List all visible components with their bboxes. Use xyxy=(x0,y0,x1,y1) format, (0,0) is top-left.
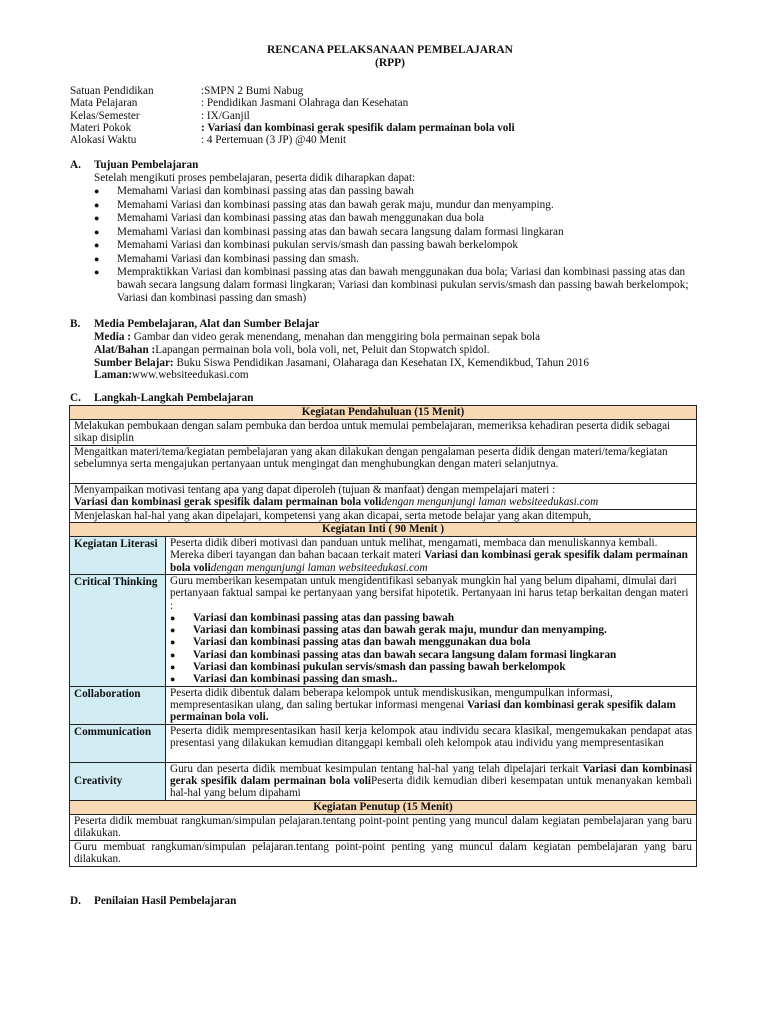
info-value: : Variasi dan kombinasi gerak spesifik dalam permainan bola voli xyxy=(201,121,515,134)
section-b-body xyxy=(94,331,706,382)
creativity-text: Guru dan peserta didik membuat kesimpulan tentang hal-hal yang telah dipelajari terkait xyxy=(170,762,583,775)
alat-label: Alat/Bahan : xyxy=(94,343,156,356)
list-item: ● Variasi dan kombinasi pukulan servis/smash dan passing bawah berkelompok xyxy=(170,661,566,673)
table-cell: Guru membuat rangkuman/simpulan pelajaran.tentang point-point penting yang muncul dalam kegiatan pembelajaran yang baru dilakukan. xyxy=(70,840,697,866)
bullet-icon: ● xyxy=(94,199,100,210)
info-value: : 4 Pertemuan (3 JP) @40 Menit xyxy=(201,134,347,147)
table-row xyxy=(70,484,697,510)
document-title: RENCANA PELAKSANAAN PEMBELAJARAN xyxy=(267,44,513,56)
sumber-value: Buku Siswa Pendidikan Jasamani, Olaharaga dan Kesehatan IX, Kemendikbud, Tahun 2016 xyxy=(173,356,589,369)
info-row xyxy=(70,134,710,146)
laman-label: Laman: xyxy=(94,369,132,382)
section-a-heading xyxy=(70,159,198,172)
bullet-icon: ● xyxy=(170,625,176,636)
info-label: Mata Pelajaran xyxy=(70,97,138,110)
table-row xyxy=(70,724,697,762)
list-item: ● Variasi dan kombinasi passing dan smash.. xyxy=(170,673,398,686)
literasi-cell xyxy=(166,537,697,575)
section-a-intro: Setelah mengikuti proses pembelajaran, peserta didik diharapkan dapat: xyxy=(94,172,416,184)
learning-steps-table xyxy=(69,405,697,867)
list-item: ● Variasi dan kombinasi passing atas dan bawah secara langsung dalam formasi lingkaran xyxy=(170,648,617,661)
bullet-icon: ● xyxy=(94,213,100,223)
section-title: Langkah-Langkah Pembelajaran xyxy=(94,392,254,404)
table-row xyxy=(70,800,697,814)
table-cell: Melakukan pembukaan dengan salam pembuka dan berdoa untuk memulai pembelajaran, memeriksa kehadiran peserta didik sebagai sikap disiplin xyxy=(70,420,697,446)
table-cell: Menjelaskan hal-hal yang akan dipelajari, kompetensi yang akan dicapai, serta metode belajar yang akan ditempuh, xyxy=(70,510,697,523)
critical-cell xyxy=(166,575,697,686)
media-value: Gambar dan video gerak menendang, menahan dan menggiring bola permainan sepak bola xyxy=(130,331,541,343)
table-row xyxy=(70,686,697,724)
info-value: : Pendidikan Jasmani Olahraga dan Kesehatan xyxy=(201,97,409,110)
communication-cell: Peserta didik mempresentasikan hasil kerja kelompok atau individu secara klasikal, mengemukakan pendapat atas presentasi yang dilakukan kemudian ditanggapi kembali oleh kelompok atau individu yang mempresentasikan xyxy=(166,724,697,762)
section-letter: B. xyxy=(70,318,81,330)
list-item: ● Memahami Variasi dan kombinasi passing atas dan bawah gerak maju, mundur dan menyamping. xyxy=(94,198,554,211)
bullet-icon: ● xyxy=(94,267,100,277)
table-cell: Mengaitkan materi/tema/kegiatan pembelajaran yang akan dilakukan dengan pengalaman peserta didik dengan materi/tema/kegiatan sebelumnya serta mengajukan pertanyaan untuk mengingat dan menghubungkan dengan materi selanjutnya. xyxy=(70,446,697,484)
table-row xyxy=(70,420,697,446)
table-cell xyxy=(70,484,697,510)
pendahuluan-header: Kegiatan Pendahuluan (15 Menit) xyxy=(70,406,697,420)
section-c-heading xyxy=(70,392,253,405)
literasi-topic: Variasi dan kombinasi gerak spesifik dalam permainan bola voli xyxy=(170,549,688,574)
laman-line xyxy=(94,369,706,382)
section-letter: C. xyxy=(70,392,81,404)
media-label: Media : xyxy=(94,331,131,343)
identity-block xyxy=(70,85,710,146)
info-value: : IX/Ganjil xyxy=(201,109,250,122)
table-row xyxy=(70,575,697,686)
collaboration-label: Collaboration xyxy=(70,686,166,724)
info-label: Alokasi Waktu xyxy=(70,134,137,147)
bullet-icon: ● xyxy=(170,612,176,623)
table-row xyxy=(70,523,697,537)
info-value: :SMPN 2 Bumi Nabug xyxy=(201,85,304,97)
motivasi-topic: Variasi dan kombinasi gerak spesifik dalam permainan bola voli xyxy=(74,496,382,509)
section-a-body xyxy=(94,172,704,305)
section-d-heading xyxy=(70,895,236,908)
bullet-icon: ● xyxy=(170,649,176,660)
sumber-line xyxy=(94,357,706,370)
section-b-heading xyxy=(70,318,319,331)
alat-value: Lapangan permainan bola voli, bola voli, net, Peluit dan Stopwatch spidol. xyxy=(155,343,490,356)
section-letter: D. xyxy=(70,895,81,907)
info-row xyxy=(70,110,710,122)
literasi-text: Peserta didik diberi motivasi dan panduan untuk melihat, mengamati, membaca dan menuliskannya kembali. Mereka diberi tayangan dan bahan bacaan terkait materi xyxy=(170,537,658,562)
bullet-icon: ● xyxy=(94,240,100,250)
table-row xyxy=(70,406,697,420)
critical-list xyxy=(170,612,692,686)
info-label: Kelas/Semester xyxy=(70,109,140,122)
document-subtitle: (RPP) xyxy=(374,57,405,69)
table-row xyxy=(70,510,697,523)
info-row xyxy=(70,97,710,109)
table-row xyxy=(70,762,697,800)
media-line xyxy=(94,331,706,344)
list-item: ● Mempraktikkan Variasi dan kombinasi passing atas dan bawah menggunakan dua bola; Variasi dan kombinasi passing atas dan bawah secara langsung dalam formasi lingkaran; Variasi dan kombinasi pukulan servis/smash dan passing bawah berkelompok; Variasi dan kombinasi passing dan smash) xyxy=(94,266,689,304)
list-item: ● Variasi dan kombinasi passing atas dan bawah gerak maju, mundur dan menyamping. xyxy=(170,624,607,637)
info-label: Materi Pokok xyxy=(70,121,132,134)
table-row xyxy=(70,814,697,840)
section-title: Penilaian Hasil Pembelajaran xyxy=(94,895,237,907)
list-item: ● Memahami Variasi dan kombinasi passing atas dan bawah secara langsung dalam formasi lingkaran xyxy=(94,225,564,238)
info-row xyxy=(70,122,710,134)
info-label: Satuan Pendidikan xyxy=(70,85,154,97)
bullet-icon: ● xyxy=(94,226,100,237)
list-item: ● Variasi dan kombinasi passing atas dan bawah menggunakan dua bola xyxy=(170,636,531,649)
communication-label: Communication xyxy=(70,724,166,762)
list-item: ● Memahami Variasi dan kombinasi passing dan smash. xyxy=(94,252,359,265)
collaboration-cell xyxy=(166,686,697,724)
objective-list xyxy=(94,185,704,305)
critical-text: Guru memberikan kesempatan untuk mengidentifikasi sebanyak mungkin hal yang belum dipahami, dimulai dari pertanyaan faktual sampai ke pertanyaan yang bersifat hipotetik. Pertanyaan ini harus tetap berkaitan dengan materi : xyxy=(170,575,689,612)
sumber-label: Sumber Belajar: xyxy=(94,356,174,369)
motivasi-link: dengan mengunjungi laman websiteedukasi.com xyxy=(381,496,599,509)
section-letter: A. xyxy=(70,159,81,171)
inti-header: Kegiatan Inti ( 90 Menit ) xyxy=(70,523,697,537)
table-cell: Peserta didik membuat rangkuman/simpulan pelajaran.tentang point-point penting yang muncul dalam kegiatan pembelajaran yang baru dilakukan. xyxy=(70,814,697,840)
list-item: ● Memahami Variasi dan kombinasi pukulan servis/smash dan passing bawah berkelompok xyxy=(94,239,518,251)
creativity-topic: Variasi dan kombinasi gerak spesifik dalam permainan bola voli xyxy=(170,762,692,787)
bullet-icon: ● xyxy=(170,637,176,648)
literasi-label: Kegiatan Literasi xyxy=(70,537,166,575)
penutup-header: Kegiatan Penutup (15 Menit) xyxy=(70,800,697,814)
alat-line xyxy=(94,344,706,357)
literasi-link: dengan mengunjungi laman websiteedukasi.com xyxy=(210,561,428,574)
motivasi-text: Menyampaikan motivasi tentang apa yang dapat diperoleh (tujuan & manfaat) dengan mempelajari materi : xyxy=(74,484,556,496)
table-row xyxy=(70,840,697,866)
info-row xyxy=(70,85,710,97)
creativity-text-2: Peserta didik kemudian diberi kesempatan untuk menanyakan kembali hal-hal yang belum dipahami xyxy=(170,774,692,799)
list-item: ● Memahami Variasi dan kombinasi passing atas dan passing bawah xyxy=(94,185,414,197)
table-row xyxy=(70,446,697,484)
bullet-icon: ● xyxy=(94,253,100,264)
collaboration-topic: Variasi dan kombinasi gerak spesifik dalam permainan bola voli. xyxy=(170,698,676,723)
list-item: ● Variasi dan kombinasi passing atas dan passing bawah xyxy=(170,611,455,624)
creativity-cell xyxy=(166,762,697,800)
bullet-icon: ● xyxy=(170,662,176,672)
collaboration-text: Peserta didik dibentuk dalam beberapa kelompok untuk mendiskusikan, mengumpulkan informasi, mempresentasikan ulang, dan saling bertukar informasi mengenai xyxy=(170,686,613,711)
table-row xyxy=(70,537,697,575)
laman-value: www.websiteedukasi.com xyxy=(131,369,249,382)
creativity-label: Creativity xyxy=(70,762,166,800)
bullet-icon: ● xyxy=(94,186,100,196)
critical-label: Critical Thinking xyxy=(70,575,166,686)
section-title: Tujuan Pembelajaran xyxy=(94,159,199,171)
bullet-icon: ● xyxy=(170,674,176,685)
section-title: Media Pembelajaran, Alat dan Sumber Belajar xyxy=(94,318,320,330)
list-item: ● Memahami Variasi dan kombinasi passing atas dan bawah menggunakan dua bola xyxy=(94,212,485,224)
